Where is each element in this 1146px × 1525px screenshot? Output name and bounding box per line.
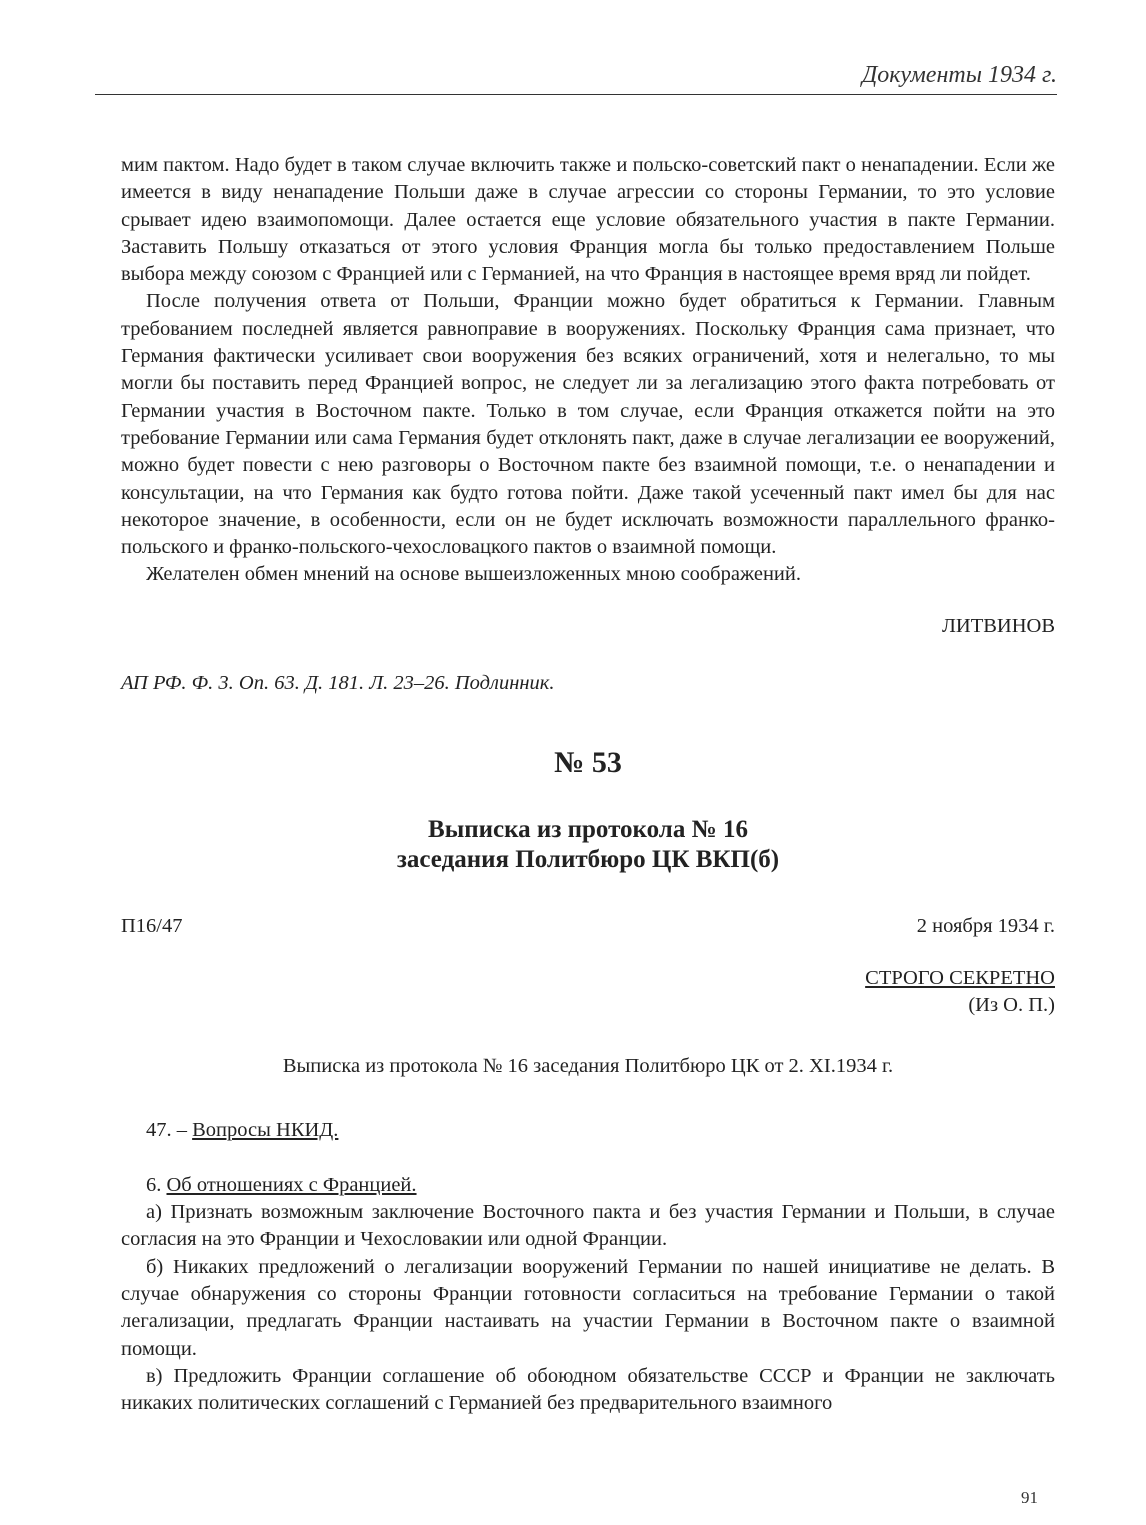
excerpt-line: Выписка из протокола № 16 заседания Политбюро ЦК от 2. XI.1934 г.: [282, 1055, 894, 1078]
document-meta: [121, 913, 1055, 940]
archive-source: АП РФ. Ф. 3. Оп. 63. Д. 181. Л. 23–26. Подлинник.: [121, 672, 555, 695]
agenda-item: [121, 1117, 1055, 1144]
secrecy-label: СТРОГО СЕКРЕТНО: [865, 966, 1055, 989]
origin-note: (Из О. П.): [968, 993, 1055, 1016]
secrecy-stamp: [121, 965, 1055, 992]
body-paragraph: мим пактом. Надо будет в таком случае включить также и польско-советский пакт о ненападении. Если же имеется в виду ненападение Польши даже в случае агрессии со стороны Германии, то это условие срывает идею взаимопомощи. Далее остается еще условие обязательного участия в пакте Германии. Заставить Польшу отказаться от этого условия Франция могла бы только предоставлением Польше выбора между союзом с Францией или с Германией, на что Франция в настоящее время вряд ли пойдет.: [121, 154, 1055, 286]
body-paragraph: После получения ответа от Польши, Франции можно будет обратиться к Германии. Главным требованием последней является равноправие в вооружениях. Поскольку Франция сама признает, что Германия фактически усиливает свои вооружения без всяких ограничений, хотя и нелегально, то мы могли бы поставить перед Францией вопрос, не следует ли за легализацию этого факта потребовать от Германии участия в Восточном пакте. Только в том случае, если Франция откажется пойти на это требование Германии или сама Германия будет отклонять пакт, даже в случае легализации ее вооружений, можно будет повести с нею разговоры о Восточном пакте без взаимной помощи, т.е. о ненападении и консультации, на что Германия как будто готова пойти. Даже такой усеченный пакт имел бы для нас некоторое значение, в особенности, если он не будет исключать возможности параллельного франко-польского и франко-польского-чехословацкого пактов о взаимной помощи.: [121, 290, 1055, 559]
agenda-item-title: Вопросы НКИД.: [192, 1118, 339, 1141]
resolution-point: б) Никаких предложений о легализации вооружений Германии по нашей инициативе не делать. В случае обнаружения со стороны Франции готовности согласиться на требование Германии о такой легализации, предлагать Франции настаивать на участии Германии в Восточном пакте о взаимной помощи.: [121, 1255, 1055, 1360]
page-body: [121, 152, 1055, 1418]
signature: ЛИТВИНОВ: [942, 614, 1055, 637]
section-number: 6.: [146, 1173, 167, 1196]
agenda-item-number: 47. –: [146, 1118, 193, 1141]
section-title: Об отношениях с Францией.: [166, 1173, 417, 1196]
document-date: 2 ноября 1934 г.: [916, 915, 1055, 938]
protocol-reference: П16/47: [121, 915, 183, 938]
resolution-point: а) Признать возможным заключение Восточного пакта и без участия Германии и Польши, в случае согласия на это Франции и Чехословакии или одной Франции.: [121, 1201, 1055, 1251]
document-title: [121, 815, 1055, 875]
document-number: № 53: [554, 746, 622, 780]
page-number: 91: [1021, 1488, 1038, 1507]
body-paragraph: Желателен обмен мнений на основе вышеизложенных мною соображений.: [146, 563, 801, 586]
section-heading: [121, 1172, 1055, 1199]
resolution-point: в) Предложить Франции соглашение об обоюдном обязательстве СССР и Франции не заключать никаких политических соглашений с Германией без предварительного взаимного: [121, 1364, 1055, 1415]
document-title-line: заседания Политбюро ЦК ВКП(б): [396, 846, 780, 874]
running-head: Документы 1934 г.: [95, 58, 1057, 95]
document-title-line: Выписка из протокола № 16: [428, 816, 748, 844]
